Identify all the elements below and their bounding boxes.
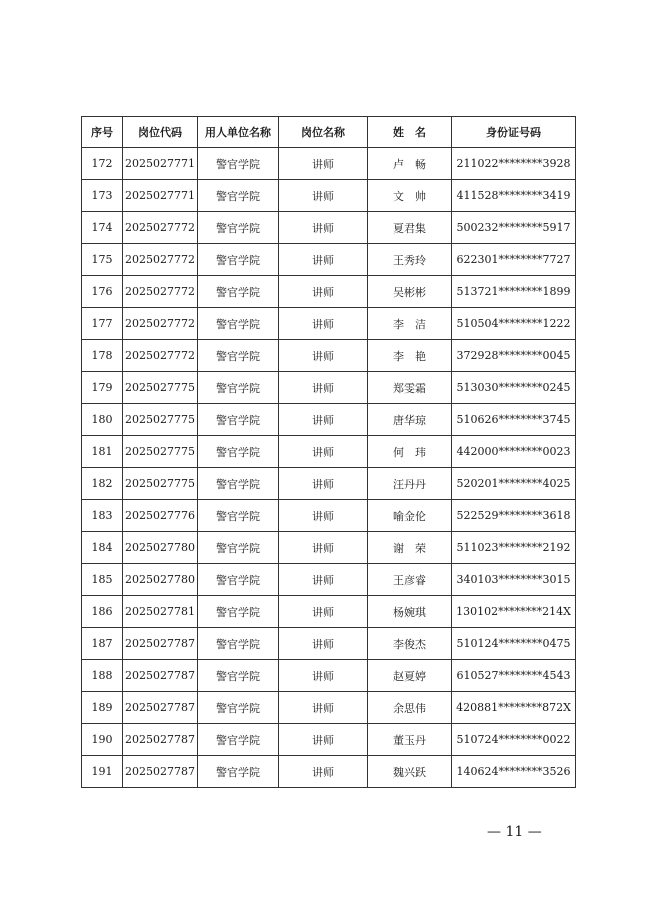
employer-name-cell: 警官学院 xyxy=(198,660,279,692)
position-title-cell: 讲师 xyxy=(279,692,368,724)
position-title-cell: 讲师 xyxy=(279,500,368,532)
serial-number-cell: 186 xyxy=(82,596,123,628)
person-name-cell: 何 玮 xyxy=(368,436,452,468)
serial-number-cell: 181 xyxy=(82,436,123,468)
serial-number-cell: 174 xyxy=(82,212,123,244)
page-number: — 11 — xyxy=(487,824,542,840)
employer-name-cell: 警官学院 xyxy=(198,436,279,468)
position-title-cell: 讲师 xyxy=(279,532,368,564)
employer-name-cell: 警官学院 xyxy=(198,340,279,372)
employer-name-cell: 警官学院 xyxy=(198,628,279,660)
id-number-cell: 510724********0022 xyxy=(452,724,576,756)
table-row xyxy=(82,564,576,596)
employer-name-cell: 警官学院 xyxy=(198,468,279,500)
person-name-cell: 郑雯霜 xyxy=(368,372,452,404)
header-person-name: 姓 名 xyxy=(368,117,452,148)
table-row xyxy=(82,404,576,436)
header-position-code: 岗位代码 xyxy=(123,117,198,148)
serial-number-cell: 187 xyxy=(82,628,123,660)
person-name-cell: 李 艳 xyxy=(368,340,452,372)
table-row xyxy=(82,660,576,692)
person-name-cell: 赵夏婷 xyxy=(368,660,452,692)
position-title-cell: 讲师 xyxy=(279,148,368,180)
position-code-cell: 2025027787 xyxy=(123,660,198,692)
employer-name-cell: 警官学院 xyxy=(198,756,279,788)
header-employer-name: 用人单位名称 xyxy=(198,117,279,148)
table-row xyxy=(82,692,576,724)
table-row xyxy=(82,468,576,500)
person-name-cell: 吴彬彬 xyxy=(368,276,452,308)
serial-number-cell: 189 xyxy=(82,692,123,724)
position-title-cell: 讲师 xyxy=(279,564,368,596)
id-number-cell: 130102********214X xyxy=(452,596,576,628)
position-code-cell: 2025027771 xyxy=(123,180,198,212)
person-name-cell: 魏兴跃 xyxy=(368,756,452,788)
employer-name-cell: 警官学院 xyxy=(198,180,279,212)
employer-name-cell: 警官学院 xyxy=(198,212,279,244)
table-row xyxy=(82,724,576,756)
position-code-cell: 2025027775 xyxy=(123,436,198,468)
position-code-cell: 2025027781 xyxy=(123,596,198,628)
serial-number-cell: 185 xyxy=(82,564,123,596)
person-name-cell: 卢 畅 xyxy=(368,148,452,180)
position-title-cell: 讲师 xyxy=(279,244,368,276)
position-code-cell: 2025027772 xyxy=(123,308,198,340)
serial-number-cell: 191 xyxy=(82,756,123,788)
position-title-cell: 讲师 xyxy=(279,372,368,404)
table-row xyxy=(82,308,576,340)
serial-number-cell: 190 xyxy=(82,724,123,756)
position-title-cell: 讲师 xyxy=(279,276,368,308)
person-name-cell: 夏君集 xyxy=(368,212,452,244)
id-number-cell: 411528********3419 xyxy=(452,180,576,212)
position-code-cell: 2025027772 xyxy=(123,276,198,308)
person-name-cell: 李 洁 xyxy=(368,308,452,340)
serial-number-cell: 182 xyxy=(82,468,123,500)
id-number-cell: 500232********5917 xyxy=(452,212,576,244)
table-row xyxy=(82,148,576,180)
position-title-cell: 讲师 xyxy=(279,404,368,436)
position-code-cell: 2025027776 xyxy=(123,500,198,532)
employer-name-cell: 警官学院 xyxy=(198,596,279,628)
id-number-cell: 513721********1899 xyxy=(452,276,576,308)
person-name-cell: 唐华琼 xyxy=(368,404,452,436)
id-number-cell: 211022********3928 xyxy=(452,148,576,180)
position-title-cell: 讲师 xyxy=(279,724,368,756)
position-code-cell: 2025027787 xyxy=(123,724,198,756)
position-title-cell: 讲师 xyxy=(279,660,368,692)
serial-number-cell: 179 xyxy=(82,372,123,404)
serial-number-cell: 176 xyxy=(82,276,123,308)
id-number-cell: 442000********0023 xyxy=(452,436,576,468)
employer-name-cell: 警官学院 xyxy=(198,276,279,308)
position-code-cell: 2025027771 xyxy=(123,148,198,180)
table-row xyxy=(82,212,576,244)
serial-number-cell: 188 xyxy=(82,660,123,692)
position-title-cell: 讲师 xyxy=(279,468,368,500)
header-position-title: 岗位名称 xyxy=(279,117,368,148)
header-serial-number: 序号 xyxy=(82,117,123,148)
person-name-cell: 董玉丹 xyxy=(368,724,452,756)
table-row xyxy=(82,628,576,660)
position-code-cell: 2025027772 xyxy=(123,212,198,244)
employer-name-cell: 警官学院 xyxy=(198,372,279,404)
table-body xyxy=(82,148,576,788)
employer-name-cell: 警官学院 xyxy=(198,148,279,180)
position-title-cell: 讲师 xyxy=(279,596,368,628)
id-number-cell: 511023********2192 xyxy=(452,532,576,564)
position-title-cell: 讲师 xyxy=(279,180,368,212)
employer-name-cell: 警官学院 xyxy=(198,244,279,276)
table-row xyxy=(82,244,576,276)
table-row xyxy=(82,276,576,308)
position-code-cell: 2025027772 xyxy=(123,244,198,276)
id-number-cell: 513030********0245 xyxy=(452,372,576,404)
id-number-cell: 340103********3015 xyxy=(452,564,576,596)
roster-table xyxy=(81,116,576,788)
person-name-cell: 喻金伦 xyxy=(368,500,452,532)
id-number-cell: 420881********872X xyxy=(452,692,576,724)
employer-name-cell: 警官学院 xyxy=(198,724,279,756)
id-number-cell: 510124********0475 xyxy=(452,628,576,660)
table-row xyxy=(82,596,576,628)
serial-number-cell: 183 xyxy=(82,500,123,532)
employer-name-cell: 警官学院 xyxy=(198,564,279,596)
table-row xyxy=(82,372,576,404)
table-row xyxy=(82,532,576,564)
person-name-cell: 谢 荣 xyxy=(368,532,452,564)
person-name-cell: 杨婉琪 xyxy=(368,596,452,628)
position-code-cell: 2025027775 xyxy=(123,468,198,500)
position-title-cell: 讲师 xyxy=(279,308,368,340)
id-number-cell: 372928********0045 xyxy=(452,340,576,372)
serial-number-cell: 184 xyxy=(82,532,123,564)
position-title-cell: 讲师 xyxy=(279,756,368,788)
table-row xyxy=(82,180,576,212)
serial-number-cell: 175 xyxy=(82,244,123,276)
person-name-cell: 余思伟 xyxy=(368,692,452,724)
id-number-cell: 622301********7727 xyxy=(452,244,576,276)
position-title-cell: 讲师 xyxy=(279,212,368,244)
employer-name-cell: 警官学院 xyxy=(198,500,279,532)
position-code-cell: 2025027787 xyxy=(123,692,198,724)
position-code-cell: 2025027780 xyxy=(123,564,198,596)
person-name-cell: 王彦睿 xyxy=(368,564,452,596)
position-title-cell: 讲师 xyxy=(279,436,368,468)
position-title-cell: 讲师 xyxy=(279,340,368,372)
employer-name-cell: 警官学院 xyxy=(198,404,279,436)
id-number-cell: 520201********4025 xyxy=(452,468,576,500)
employer-name-cell: 警官学院 xyxy=(198,308,279,340)
person-name-cell: 文 帅 xyxy=(368,180,452,212)
person-name-cell: 汪丹丹 xyxy=(368,468,452,500)
serial-number-cell: 172 xyxy=(82,148,123,180)
table-header-row xyxy=(82,117,576,148)
employer-name-cell: 警官学院 xyxy=(198,692,279,724)
serial-number-cell: 180 xyxy=(82,404,123,436)
table-row xyxy=(82,340,576,372)
position-code-cell: 2025027775 xyxy=(123,404,198,436)
header-id-number: 身份证号码 xyxy=(452,117,576,148)
serial-number-cell: 173 xyxy=(82,180,123,212)
table-row xyxy=(82,500,576,532)
position-code-cell: 2025027780 xyxy=(123,532,198,564)
position-code-cell: 2025027787 xyxy=(123,756,198,788)
table-row xyxy=(82,756,576,788)
id-number-cell: 610527********4543 xyxy=(452,660,576,692)
table-row xyxy=(82,436,576,468)
position-title-cell: 讲师 xyxy=(279,628,368,660)
person-name-cell: 王秀玲 xyxy=(368,244,452,276)
position-code-cell: 2025027775 xyxy=(123,372,198,404)
id-number-cell: 510626********3745 xyxy=(452,404,576,436)
person-name-cell: 李俊杰 xyxy=(368,628,452,660)
position-code-cell: 2025027787 xyxy=(123,628,198,660)
employer-name-cell: 警官学院 xyxy=(198,532,279,564)
id-number-cell: 140624********3526 xyxy=(452,756,576,788)
id-number-cell: 522529********3618 xyxy=(452,500,576,532)
serial-number-cell: 177 xyxy=(82,308,123,340)
serial-number-cell: 178 xyxy=(82,340,123,372)
id-number-cell: 510504********1222 xyxy=(452,308,576,340)
position-code-cell: 2025027772 xyxy=(123,340,198,372)
